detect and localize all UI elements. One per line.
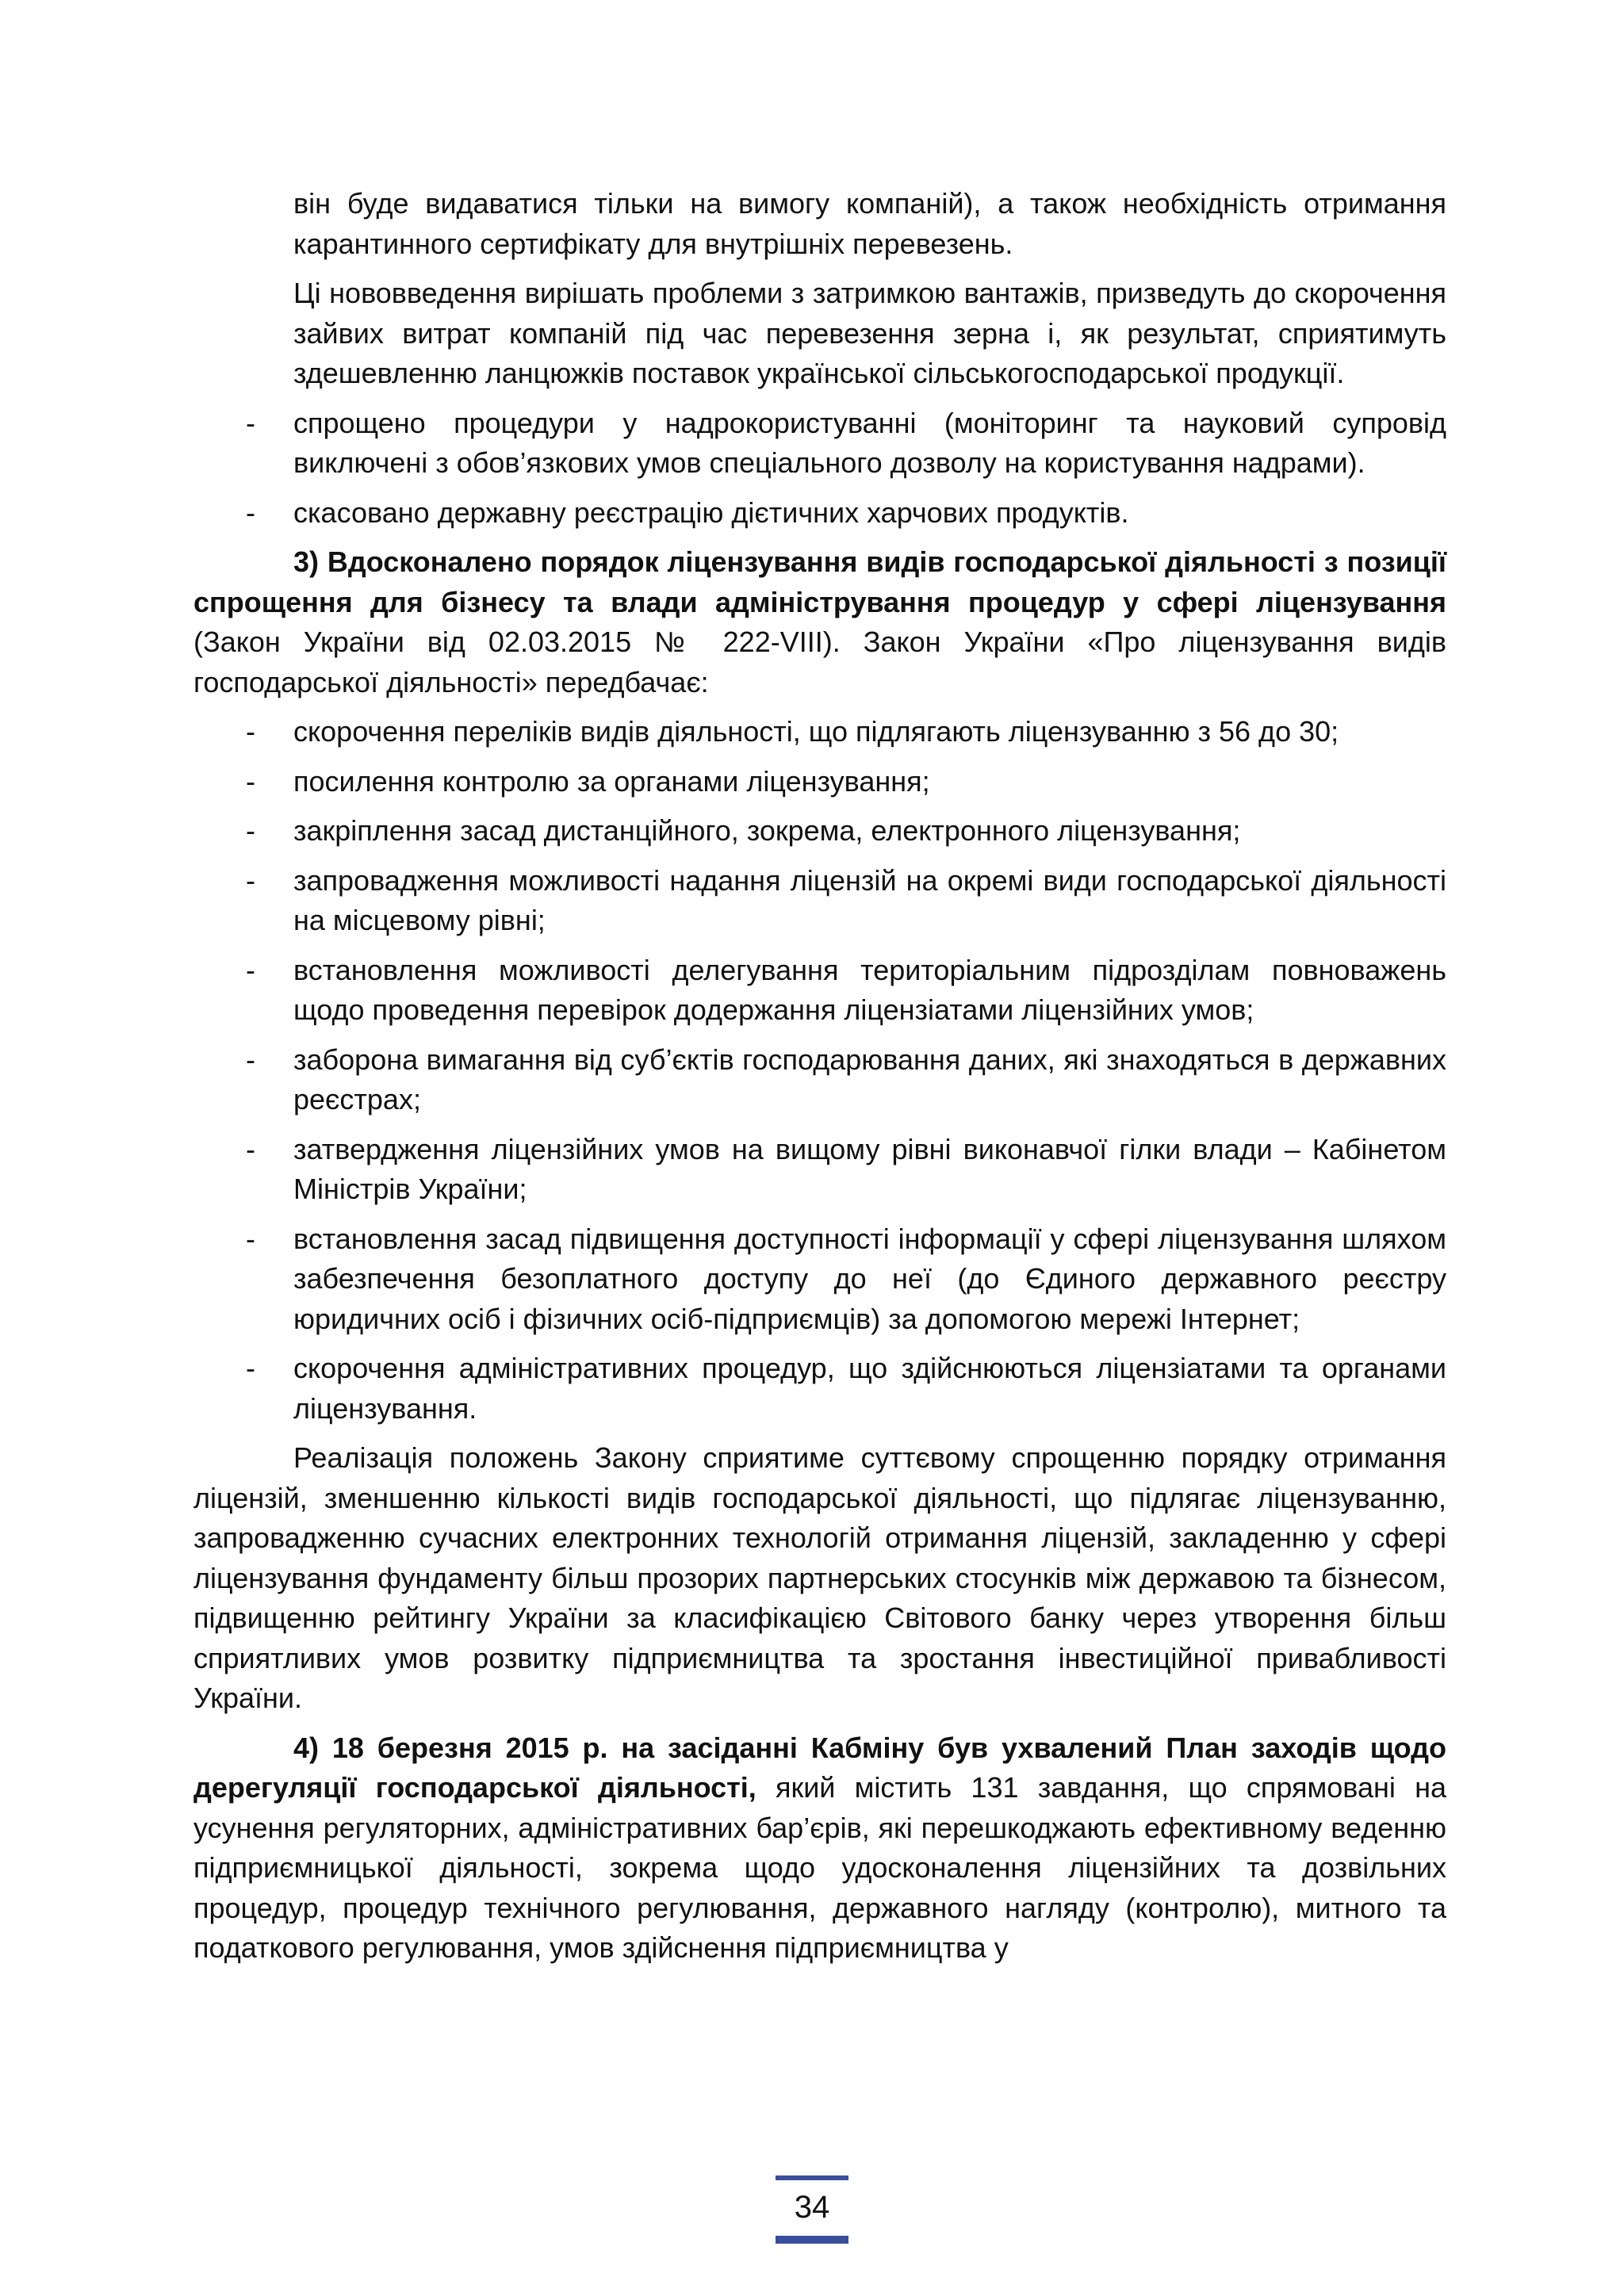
list-item-text: затвердження ліцензійних умов на вищому рівні виконавчої гілки влади – Кабінетом Міністрів України;: [293, 1132, 1446, 1205]
list-item-text: закріплення засад дистанційного, зокрема, електронного ліцензування;: [293, 814, 1241, 847]
list-item: [193, 1130, 1446, 1210]
paragraph-law-implementation: Реалізація положень Закону сприятиме суттєвому спрощенню порядку отримання ліцензій, зменшенню кількості видів господарської діяльності, що підлягає ліцензуванню, запровадженню сучасних електронних технологій отримання ліцензій, закладенню у сфері ліцензування фундаменту більш прозорих партнерських стосунків між державою та бізнесом, підвищенню рейтингу України за класифікацією Світового банку через утворення більш сприятливих умов розвитку підприємництва та зростання інвестиційної привабливості України.: [193, 1441, 1446, 1714]
bullet-dash: -: [246, 1352, 255, 1384]
paragraph-continuation: він буде видаватися тільки на вимогу компаній), а також необхідність отримання карантинного сертифікату для внутрішніх перевезень.: [293, 187, 1446, 260]
footer-rule-top: [776, 2175, 848, 2180]
paragraph-innovations: Ці нововведення вирішать проблеми з затримкою вантажів, призведуть до скорочення зайвих витрат компаній під час перевезення зерна і, як результат, сприятимуть здешевленню ланцюжків поставок української сільськогосподарської продукції.: [293, 277, 1446, 389]
list-item-text: спрощено процедури у надрокористуванні (моніторинг та науковий супровід виключені з обов’язкових умов спеціального дозволу на користування надрами).: [293, 406, 1446, 479]
list-item: [193, 811, 1446, 851]
list-item-text: скасовано державну реєстрацію дієтичних харчових продуктів.: [293, 496, 1129, 529]
paragraph-deregulation-plan: [193, 1728, 1446, 1969]
list-item-text: скорочення переліків видів діяльності, що підлягають ліцензуванню з 56 до 30;: [293, 715, 1339, 748]
list-item: [193, 1349, 1446, 1429]
bullet-dash: -: [246, 1043, 255, 1076]
list-item-text: посилення контролю за органами ліцензування;: [293, 764, 930, 798]
list-item: [193, 1219, 1446, 1340]
bullet-dash: -: [246, 953, 255, 986]
bullet-dash: -: [246, 715, 255, 748]
bullet-dash: -: [246, 406, 255, 439]
list-item: [193, 1040, 1446, 1120]
bullet-dash: -: [246, 814, 255, 847]
bullet-dash: -: [246, 496, 255, 529]
document-body: [193, 184, 1446, 1969]
section-heading-4: 4) 18 березня 2015 р. на засіданні Кабміну був ухвалений План заходів щодо дерегуляції господарської діяльності,: [193, 1731, 1446, 1804]
list-item-text: запровадження можливості надання ліцензій на окремі види господарської діяльності на місцевому рівні;: [293, 863, 1446, 936]
list-item: [193, 712, 1446, 752]
list-item: [193, 404, 1446, 484]
paragraph-licensing-law: [193, 542, 1446, 702]
list-item: [193, 762, 1446, 802]
bullet-dash: -: [246, 1132, 255, 1165]
list-item: [193, 493, 1446, 534]
paragraph-licensing-law-text: (Закон України від 02.03.2015 № 222-VIII). Закон України «Про ліцензування видів господарської діяльності» передбачає:: [193, 626, 1446, 698]
paragraph-deregulation-plan-text: який містить 131 завдання, що спрямовані на усунення регуляторних, адміністративних бар’єрів, які перешкоджають ефективному веденню підприємницької діяльності, зокрема щодо удосконалення ліцензійних та дозвільних процедур, процедур технічного регулювання, державного нагляду (контролю), митного та податкового регулювання, умов здійснення підприємництва у: [193, 1771, 1446, 1964]
list-item-text: встановлення засад підвищення доступності інформації у сфері ліцензування шляхом забезпечення безоплатного доступу до неї (до Єдиного державного реєстру юридичних осіб і фізичних осіб-підприємців) за допомогою мережі Інтернет;: [293, 1222, 1446, 1335]
list-item: [193, 861, 1446, 941]
bullet-dash: -: [246, 863, 255, 897]
list-item-text: скорочення адміністративних процедур, що здійснюються ліцензіатами та органами ліцензування.: [293, 1352, 1446, 1425]
bullet-dash: -: [246, 1222, 255, 1255]
footer-rule-bottom: [776, 2236, 848, 2244]
list-item-text: заборона вимагання від суб’єктів господарювання даних, які знаходяться в державних реєстрах;: [293, 1043, 1446, 1115]
section-heading-3: 3) Вдосконалено порядок ліцензування видів господарської діяльності з позиції спрощення для бізнесу та влади адміністрування процедур у сфері ліцензування: [193, 545, 1446, 618]
bullet-dash: -: [246, 764, 255, 798]
list-item: [193, 951, 1446, 1031]
list-item-text: встановлення можливості делегування територіальним підрозділам повноважень щодо проведення перевірок додержання ліцензіатами ліцензійних умов;: [293, 953, 1446, 1026]
page-number: 34: [794, 2190, 830, 2225]
